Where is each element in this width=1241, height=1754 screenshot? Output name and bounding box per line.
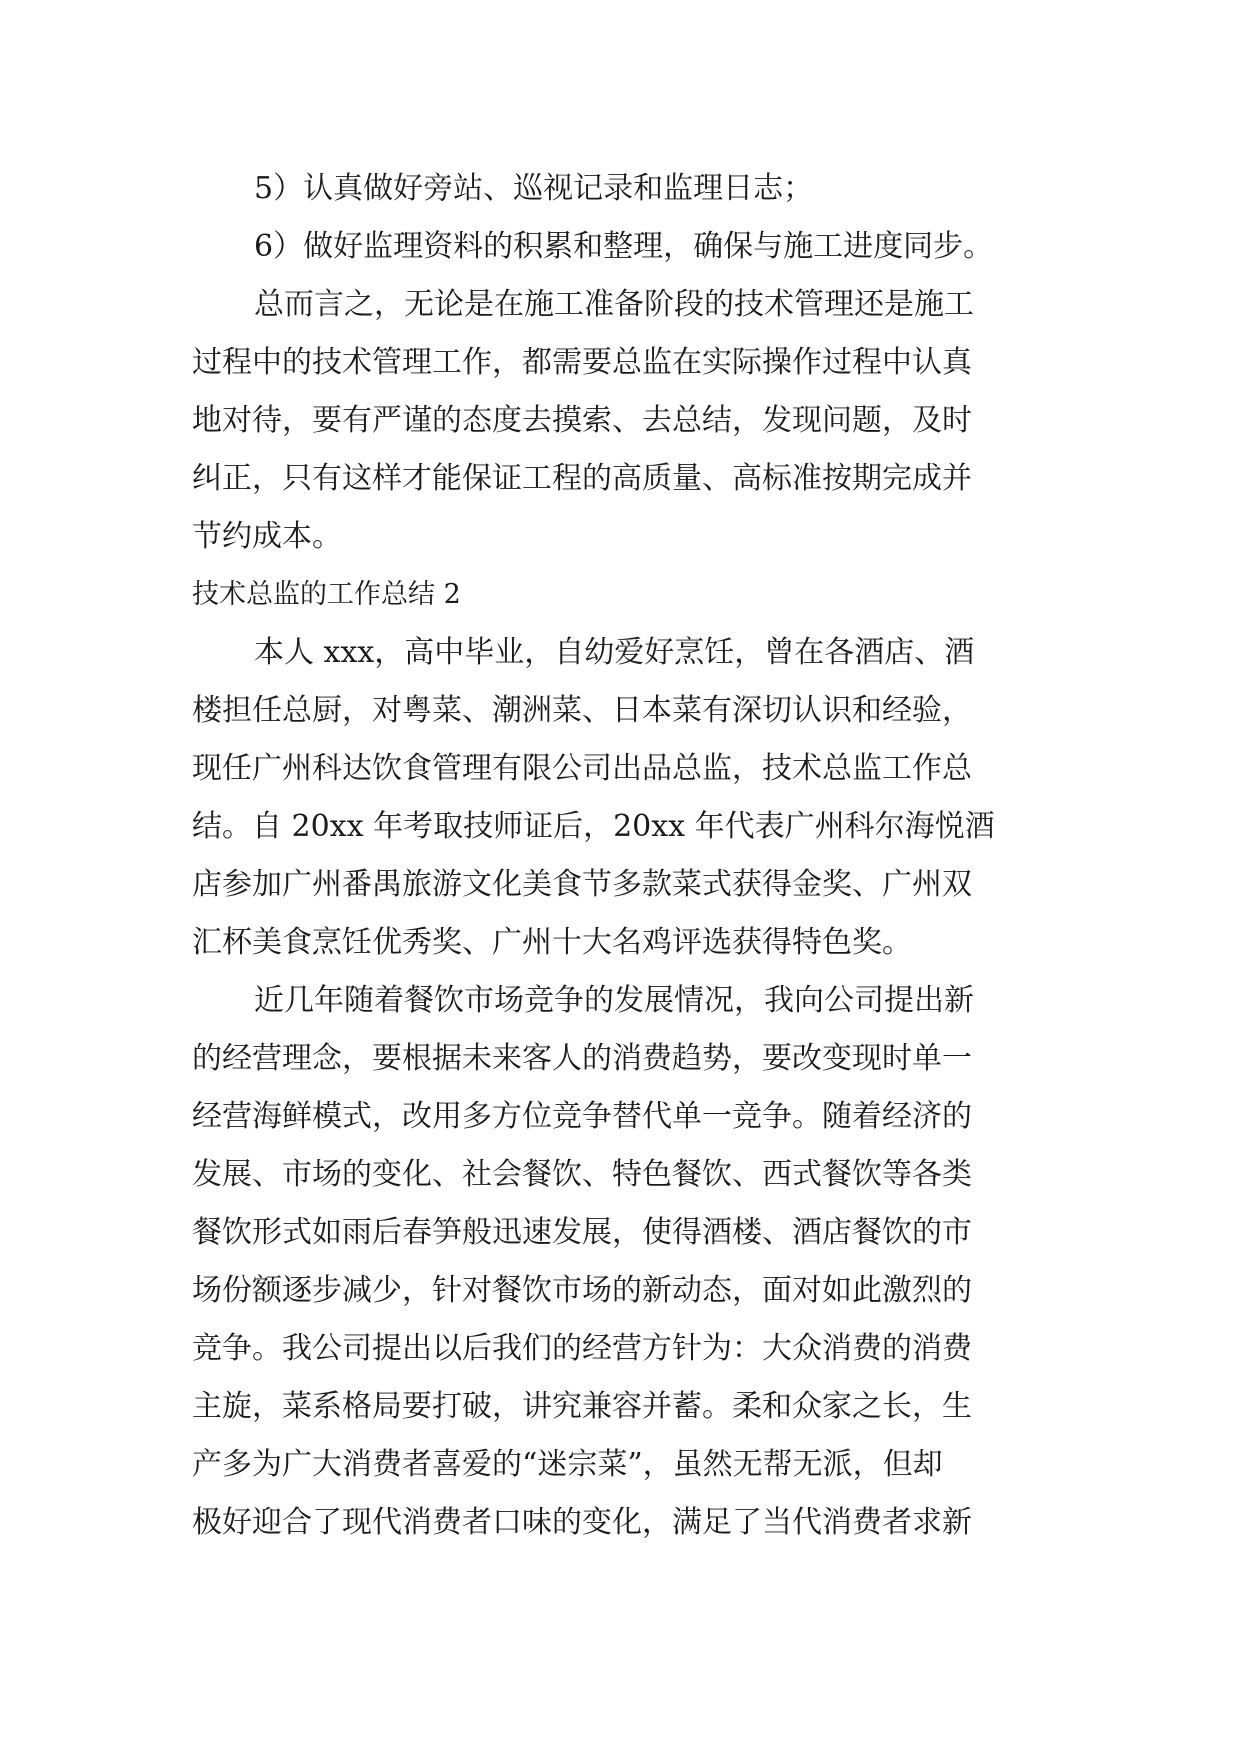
paragraph-line: 产多为广大消费者喜爱的“迷宗菜”，虽然无帮无派，但却: [192, 1447, 943, 1482]
paragraph-line: 发展、市场的变化、社会餐饮、特色餐饮、西式餐饮等各类: [192, 1157, 972, 1192]
paragraph-line: 本人 xxx，高中毕业，自幼爱好烹饪，曾在各酒店、酒: [254, 635, 975, 670]
paragraph-line: 场份额逐步减少，针对餐饮市场的新动态，面对如此激烈的: [192, 1273, 972, 1308]
paragraph-line: 结。自 20xx 年考取技师证后，20xx 年代表广州科尔海悦酒: [192, 809, 995, 844]
paragraph-line: 近几年随着餐饮市场竞争的发展情况，我向公司提出新: [254, 983, 974, 1018]
paragraph-line: 主旋，菜系格局要打破，讲究兼容并蓄。柔和众家之长，生: [192, 1389, 972, 1424]
section-heading: 技术总监的工作总结 2: [192, 579, 461, 610]
paragraph-line: 极好迎合了现代消费者口味的变化，满足了当代消费者求新: [192, 1505, 972, 1540]
document-body: [192, 160, 1062, 1552]
paragraph-line: 经营海鲜模式，改用多方位竞争替代单一竞争。随着经济的: [192, 1099, 972, 1134]
list-item-5: 5）认真做好旁站、巡视记录和监理日志；: [254, 171, 814, 206]
paragraph-line: 地对待，要有严谨的态度去摸索、去总结，发现问题，及时: [192, 403, 972, 438]
paragraph-line: 店参加广州番禺旅游文化美食节多款菜式获得金奖、广州双: [192, 867, 972, 902]
paragraph-line: 总而言之，无论是在施工准备阶段的技术管理还是施工: [254, 287, 974, 322]
paragraph-line: 餐饮形式如雨后春笋般迅速发展，使得酒楼、酒店餐饮的市: [192, 1215, 972, 1250]
paragraph-line: 过程中的技术管理工作，都需要总监在实际操作过程中认真: [192, 345, 972, 380]
paragraph-line: 节约成本。: [192, 519, 342, 554]
paragraph-line: 现任广州科达饮食管理有限公司出品总监，技术总监工作总: [192, 751, 972, 786]
paragraph-line: 汇杯美食烹饪优秀奖、广州十大名鸡评选获得特色奖。: [192, 925, 912, 960]
paragraph-line: 纠正，只有这样才能保证工程的高质量、高标准按期完成并: [192, 461, 972, 496]
paragraph-line: 的经营理念，要根据未来客人的消费趋势，要改变现时单一: [192, 1041, 972, 1076]
paragraph-line: 楼担任总厨，对粤菜、潮洲菜、日本菜有深切认识和经验，: [192, 693, 972, 728]
paragraph-line: 竞争。我公司提出以后我们的经营方针为：大众消费的消费: [192, 1331, 972, 1366]
list-item-6: 6）做好监理资料的积累和整理，确保与施工进度同步。: [254, 229, 994, 264]
